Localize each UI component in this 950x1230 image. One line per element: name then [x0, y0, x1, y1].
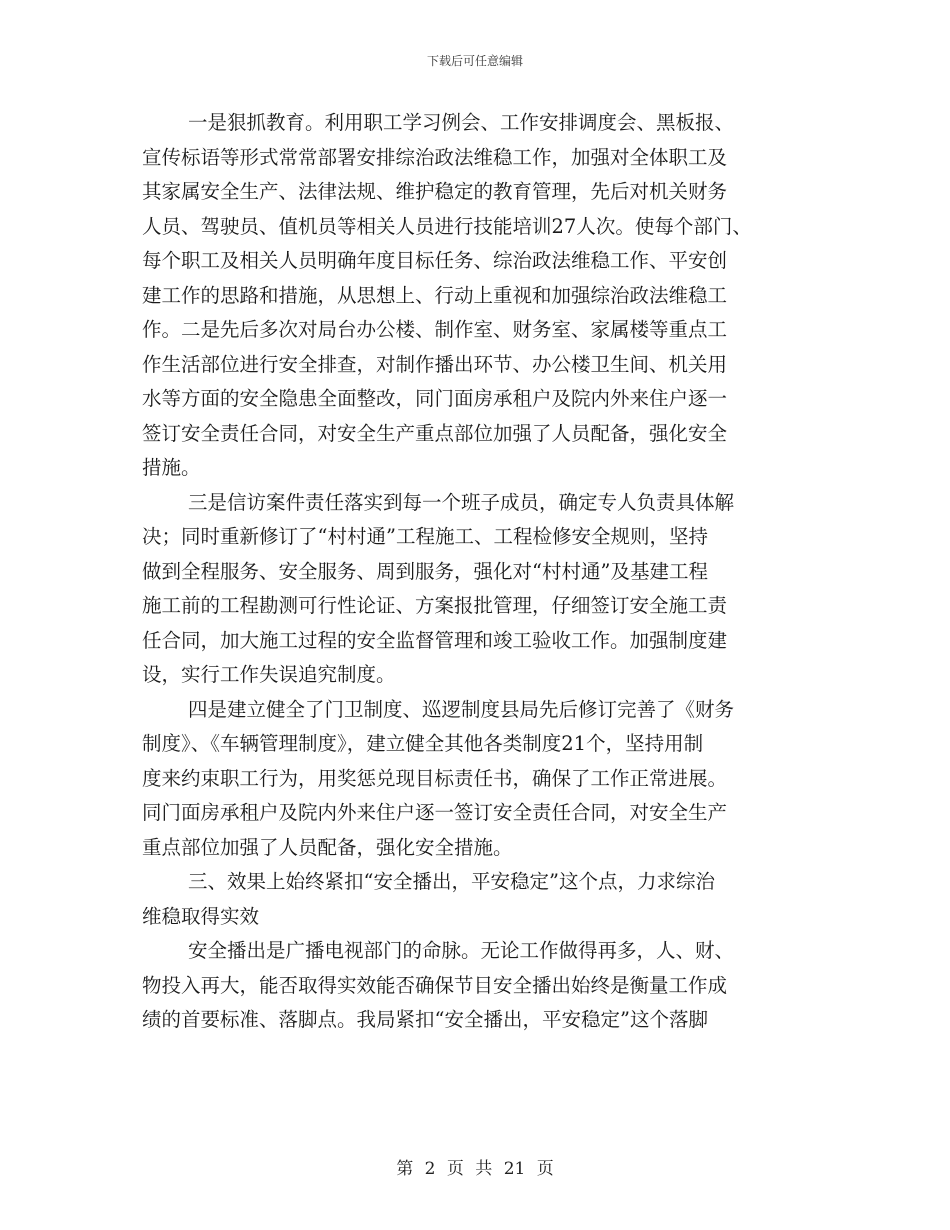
text-line: 一是狠抓教育。利用职工学习例会、工作安排调度会、黑板报、	[188, 111, 735, 134]
text-line: 四是建立健全了门卫制度、巡逻制度县局先后修订完善了《财务	[188, 697, 735, 721]
page-header: 下载后可任意编辑	[426, 54, 523, 68]
text-line: 重点部位加强了人员配备，强化安全措施。	[142, 835, 513, 859]
text-line: 物投入再大，能否取得实效能否确保节目安全播出始终是衡量工作成	[142, 973, 728, 997]
text-line: 做到全程服务、安全服务、周到服务，强化对“村村通”及基建工程	[142, 559, 708, 583]
text-line: 建工作的思路和措施，从思想上、行动上重视和加强综治政法维稳工	[142, 283, 728, 307]
text-line: 任合同，加大施工过程的安全监督管理和竣工验收工作。加强制度建	[142, 628, 728, 652]
text-line: 三是信访案件责任落实到每一个班子成员，确定专人负责具体解	[188, 490, 735, 514]
text-line: 度来约束职工行为，用奖惩兑现目标责任书，确保了工作正常进展。	[142, 766, 728, 790]
text-line: 绩的首要标准、落脚点。我局紧扣“安全播出，平安稳定”这个落脚	[142, 1008, 708, 1031]
text-line: 每个职工及相关人员明确年度目标任务、综治政法维稳工作、平安创	[142, 249, 728, 272]
section-heading-line: 维稳取得实效	[142, 904, 260, 928]
text-line: 其家属安全生产、法律法规、维护稳定的教育管理，先后对机关财务	[142, 180, 728, 203]
text-line: 宣传标语等形式常常部署安排综治政法维稳工作，加强对全体职工及	[142, 145, 728, 169]
text-line: 决；同时重新修订了“村村通”工程施工、工程检修安全规则，坚持	[142, 525, 708, 548]
text-line: 设，实行工作失误追究制度。	[142, 663, 396, 686]
text-line: 施工前的工程勘测可行性论证、方案报批管理，仔细签订安全施工责	[142, 594, 728, 617]
text-line: 作生活部位进行安全排查，对制作播出环节、办公楼卫生间、机关用	[142, 352, 728, 376]
text-line: 人员、驾驶员、值机员等相关人员进行技能培训27人次。使每个部门、	[142, 214, 752, 238]
text-line: 同门面房承租户及院内外来住户逐一签订安全责任合同，对安全生产	[142, 801, 728, 824]
text-line: 措施。	[142, 456, 201, 479]
page-footer: 第 2 页 共 21 页	[396, 1159, 554, 1179]
text-line: 水等方面的安全隐患全面整改，同门面房承租户及院内外来住户逐一	[142, 387, 728, 410]
text-line: 签订安全责任合同，对安全生产重点部位加强了人员配备，强化安全	[142, 421, 728, 445]
document-body	[142, 106, 810, 1038]
text-line: 制度》、《车辆管理制度》，建立健全其他各类制度21个，坚持用制	[142, 732, 704, 755]
section-heading-line: 三、效果上始终紧扣“安全播出，平安稳定”这个点，力求综治	[188, 870, 715, 893]
text-line: 作。二是先后多次对局台办公楼、制作室、财务室、家属楼等重点工	[142, 318, 728, 341]
text-line: 安全播出是广播电视部门的命脉。无论工作做得再多，人、财、	[188, 939, 735, 962]
